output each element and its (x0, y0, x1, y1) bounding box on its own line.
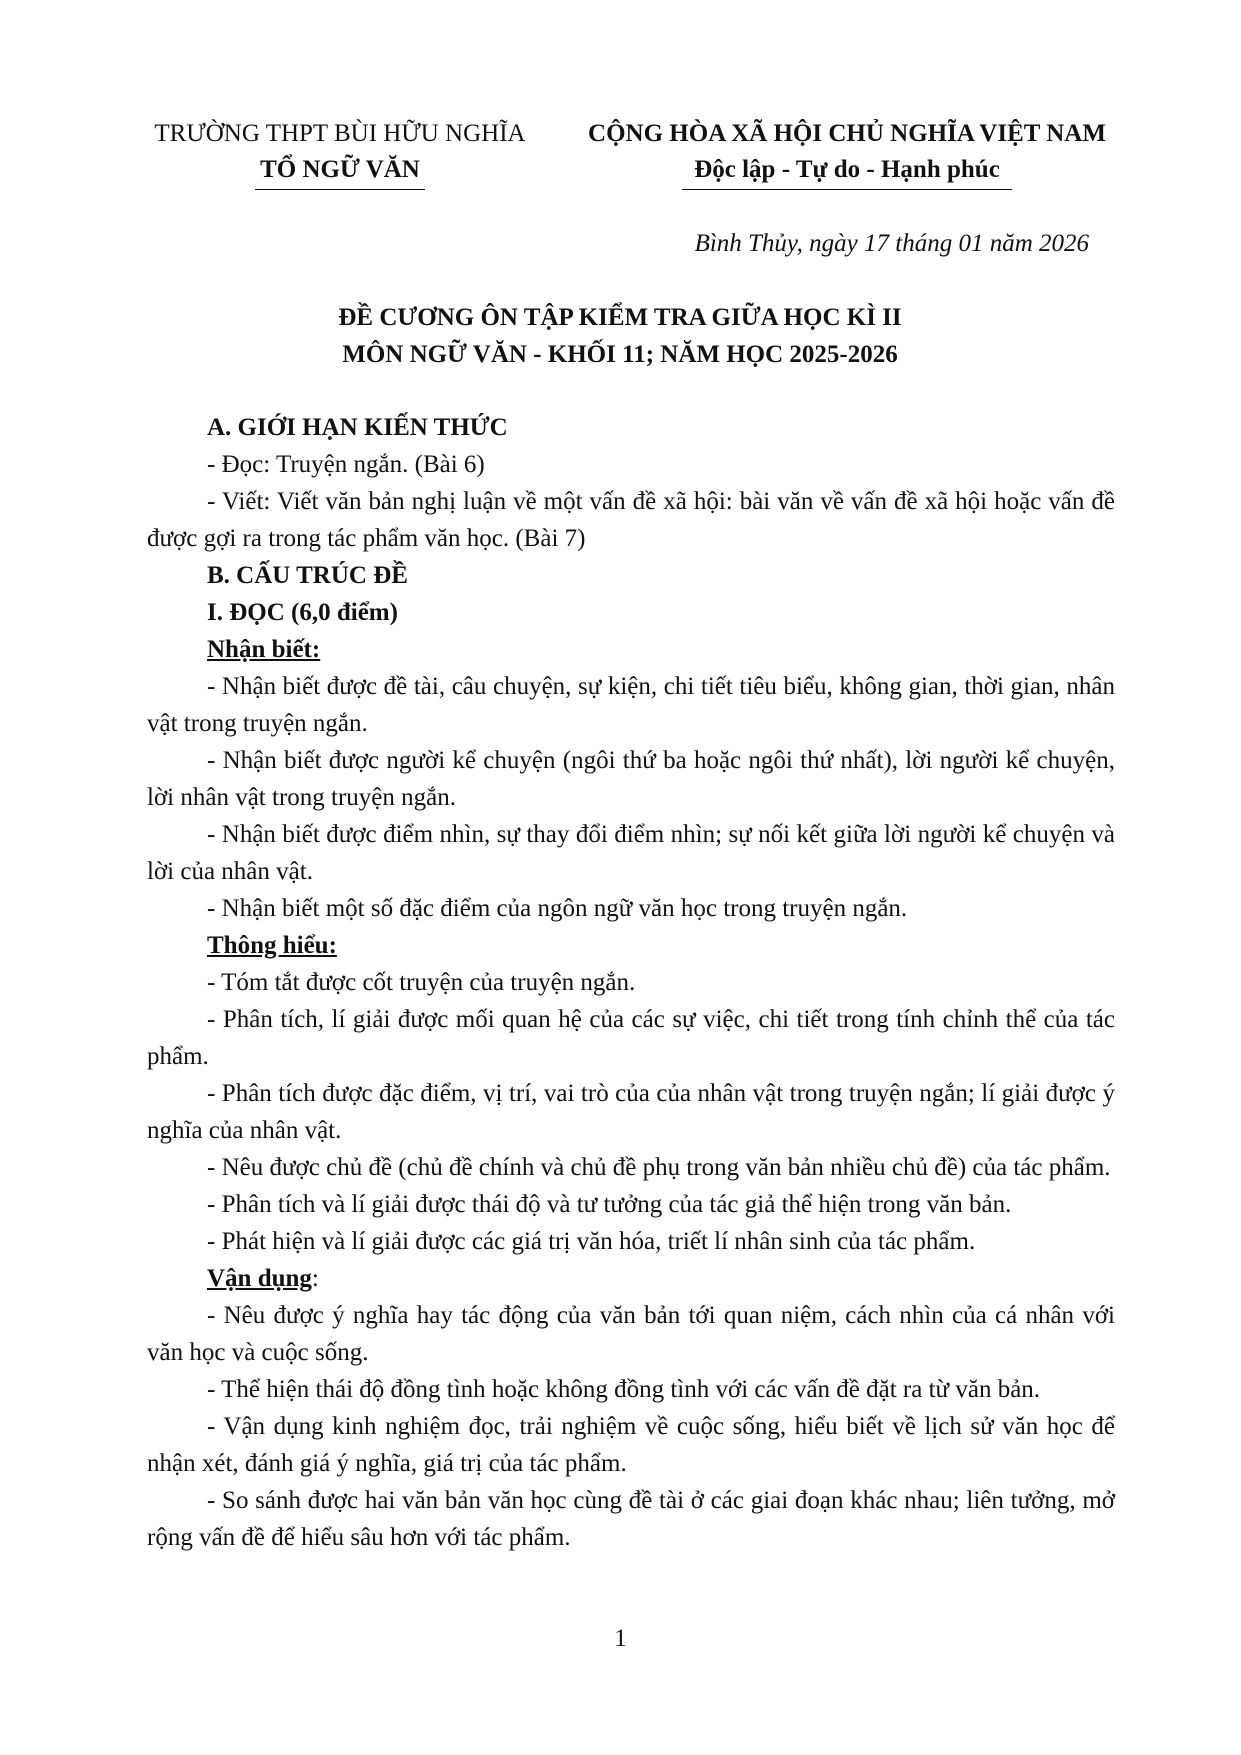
application-item: - Nêu được ý nghĩa hay tác động của văn bản tới quan niệm, cách nhìn của cá nhân với văn học và cuộc sống. (147, 1302, 1115, 1366)
national-motto: Độc lập - Tự do - Hạnh phúc (682, 153, 1012, 190)
application-heading-text: Vận dụng (207, 1265, 312, 1292)
header-right (564, 116, 1130, 190)
section-a-heading: A. GIỚI HẠN KIẾN THỨC (207, 414, 508, 441)
application-item: - So sánh được hai văn bản văn học cùng đề tài ở các giai đoạn khác nhau; liên tưởng, mở rộng vấn đề để hiểu sâu hơn với tác phẩm. (147, 1487, 1115, 1551)
section-a-item: - Đọc: Truyện ngắn. (Bài 6) (207, 451, 485, 478)
department-name: TỔ NGỮ VĂN (255, 153, 425, 190)
page-number: 1 (614, 1625, 627, 1652)
recognition-item: - Nhận biết được người kể chuyện (ngôi thứ ba hoặc ngôi thứ nhất), lời người kể chuyện, lời nhân vật trong truyện ngắn. (147, 747, 1115, 811)
header-left (140, 116, 540, 190)
application-item: - Vận dụng kinh nghiệm đọc, trải nghiệm về cuộc sống, hiểu biết về lịch sử văn học để nhận xét, đánh giá ý nghĩa, giá trị của tác phẩm. (147, 1413, 1115, 1477)
national-title: CỘNG HÒA XÃ HỘI CHỦ NGHĨA VIỆT NAM (588, 120, 1106, 147)
school-name: TRƯỜNG THPT BÙI HỮU NGHĨA (154, 120, 526, 147)
application-heading-colon: : (311, 1265, 319, 1292)
document-title-line-2: MÔN NGỮ VĂN - KHỐI 11; NĂM HỌC 2025-2026 (342, 341, 898, 368)
comprehension-item: - Phân tích được đặc điểm, vị trí, vai trò của của nhân vật trong truyện ngắn; lí giải được ý nghĩa của nhân vật. (147, 1080, 1115, 1144)
document-title-line-1: ĐỀ CƯƠNG ÔN TẬP KIỂM TRA GIỮA HỌC KÌ II (338, 304, 902, 331)
comprehension-item: - Phát hiện và lí giải được các giá trị văn hóa, triết lí nhân sinh của tác phẩm. (207, 1228, 976, 1255)
recognition-item: - Nhận biết được điểm nhìn, sự thay đổi điểm nhìn; sự nối kết giữa lời người kể chuyện và lời của nhân vật. (147, 821, 1115, 885)
comprehension-heading-text: Thông hiểu: (207, 932, 337, 959)
document-body (147, 409, 1115, 1556)
application-item: - Thể hiện thái độ đồng tình hoặc không đồng tình với các vấn đề đặt ra từ văn bản. (207, 1376, 1041, 1403)
recognition-item: - Nhận biết một số đặc điểm của ngôn ngữ văn học trong truyện ngắn. (207, 895, 908, 922)
recognition-heading-text: Nhận biết: (207, 636, 321, 663)
section-b-heading: B. CẤU TRÚC ĐỀ (207, 562, 408, 589)
date-line: Bình Thủy, ngày 17 tháng 01 năm 2026 (694, 230, 1089, 257)
recognition-item: - Nhận biết được đề tài, câu chuyện, sự kiện, chi tiết tiêu biểu, không gian, thời gian, nhân vật trong truyện ngắn. (147, 673, 1115, 737)
comprehension-heading (147, 927, 1115, 964)
comprehension-item: - Tóm tắt được cốt truyện của truyện ngắn. (207, 969, 636, 996)
comprehension-item: - Nêu được chủ đề (chủ đề chính và chủ đề phụ trong văn bản nhiều chủ đề) của tác phẩm. (207, 1154, 1111, 1181)
reading-heading: I. ĐỌC (6,0 điểm) (207, 599, 398, 626)
section-a-item: - Viết: Viết văn bản nghị luận về một vấn đề xã hội: bài văn về vấn đề xã hội hoặc vấn đề được gợi ra trong tác phẩm văn học. (Bài 7) (147, 488, 1115, 552)
comprehension-item: - Phân tích, lí giải được mối quan hệ của các sự việc, chi tiết trong tính chỉnh thể của tác phẩm. (147, 1006, 1115, 1070)
comprehension-item: - Phân tích và lí giải được thái độ và tư tưởng của tác giả thể hiện trong văn bản. (207, 1191, 1012, 1218)
recognition-heading (147, 631, 1115, 668)
application-heading (147, 1260, 1115, 1297)
